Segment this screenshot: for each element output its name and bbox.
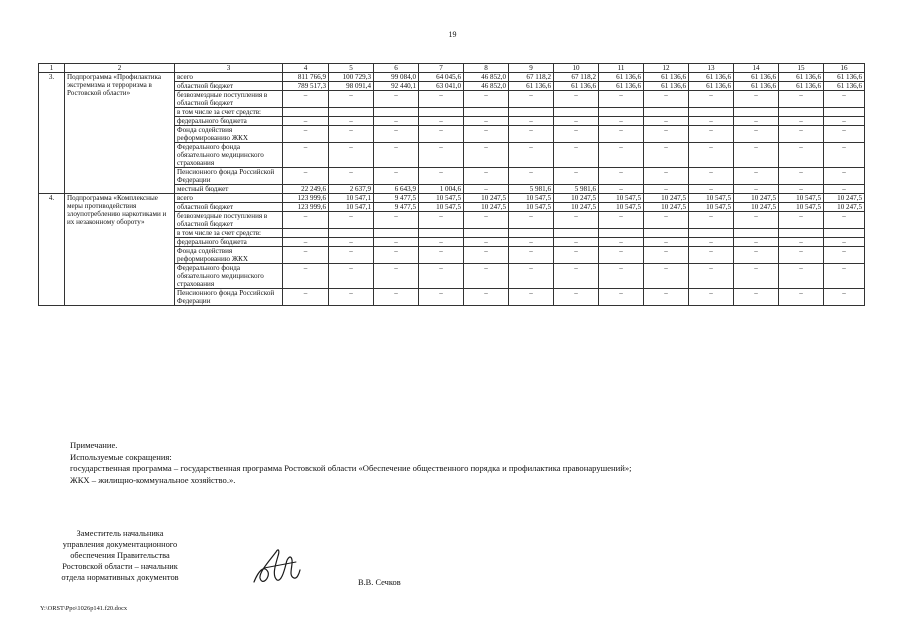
value-cell: – xyxy=(374,126,419,143)
value-cell: – xyxy=(644,91,689,108)
column-number-cell: 14 xyxy=(734,64,779,73)
value-cell: – xyxy=(734,212,779,229)
value-cell: – xyxy=(464,238,509,247)
value-cell: – xyxy=(644,185,689,194)
value-cell: – xyxy=(419,212,464,229)
value-cell: – xyxy=(374,289,419,306)
value-cell: – xyxy=(554,289,599,306)
value-cell: 10 547,5 xyxy=(599,194,644,203)
value-cell: – xyxy=(419,91,464,108)
signer-title-line: отдела нормативных документов xyxy=(61,573,179,582)
value-cell: 10 547,5 xyxy=(419,194,464,203)
value-cell: 61 136,6 xyxy=(734,82,779,91)
value-cell: – xyxy=(644,289,689,306)
value-cell: 10 547,5 xyxy=(779,203,824,212)
value-cell xyxy=(283,108,329,117)
value-cell: 67 118,2 xyxy=(554,73,599,82)
value-cell: – xyxy=(689,117,734,126)
value-cell: – xyxy=(734,126,779,143)
value-cell: 10 247,5 xyxy=(824,194,865,203)
value-cell: – xyxy=(734,264,779,289)
value-cell: – xyxy=(599,238,644,247)
value-cell: 61 136,6 xyxy=(644,73,689,82)
value-cell: – xyxy=(554,168,599,185)
value-cell: 10 247,5 xyxy=(554,203,599,212)
value-cell: – xyxy=(329,212,374,229)
handwritten-signature xyxy=(250,542,302,590)
value-cell: 5 981,6 xyxy=(554,185,599,194)
value-cell: – xyxy=(374,117,419,126)
value-cell: 123 999,6 xyxy=(283,203,329,212)
value-cell: – xyxy=(824,264,865,289)
signer-title-line: управления документационного xyxy=(62,540,178,549)
value-cell: 61 136,6 xyxy=(779,73,824,82)
value-cell: 61 136,6 xyxy=(824,73,865,82)
value-cell: – xyxy=(824,143,865,168)
value-cell: – xyxy=(554,264,599,289)
value-cell: 789 517,3 xyxy=(283,82,329,91)
value-cell: – xyxy=(283,289,329,306)
value-cell: – xyxy=(419,168,464,185)
funding-source-cell: в том числе за счет средств: xyxy=(175,108,283,117)
value-cell: 10 547,5 xyxy=(689,194,734,203)
value-cell: 10 547,5 xyxy=(779,194,824,203)
value-cell: – xyxy=(599,91,644,108)
value-cell: – xyxy=(779,168,824,185)
value-cell: – xyxy=(824,168,865,185)
value-cell: – xyxy=(599,212,644,229)
value-cell: – xyxy=(689,247,734,264)
value-cell: – xyxy=(329,91,374,108)
value-cell: – xyxy=(283,238,329,247)
signer-name: В.В. Сечков xyxy=(358,578,401,587)
value-cell: – xyxy=(419,117,464,126)
value-cell: – xyxy=(419,126,464,143)
value-cell: – xyxy=(599,264,644,289)
value-cell xyxy=(283,229,329,238)
value-cell: 10 547,1 xyxy=(329,194,374,203)
value-cell: – xyxy=(644,264,689,289)
value-cell xyxy=(509,108,554,117)
funding-source-cell: федерального бюджета xyxy=(175,117,283,126)
value-cell: 811 766,9 xyxy=(283,73,329,82)
column-number-cell: 12 xyxy=(644,64,689,73)
signer-title xyxy=(40,528,200,583)
value-cell: – xyxy=(329,247,374,264)
value-cell: – xyxy=(734,117,779,126)
value-cell: 10 247,5 xyxy=(644,203,689,212)
header-row xyxy=(39,64,865,73)
value-cell: – xyxy=(644,117,689,126)
value-cell: 61 136,6 xyxy=(644,82,689,91)
value-cell: 61 136,6 xyxy=(689,82,734,91)
value-cell: 10 547,5 xyxy=(689,203,734,212)
value-cell: – xyxy=(824,247,865,264)
value-cell: – xyxy=(329,238,374,247)
column-number-cell: 9 xyxy=(509,64,554,73)
value-cell: – xyxy=(689,143,734,168)
program-name-cell: Подпрограмма «Комплексные меры противодействия злоупотреблению наркотиками и их незаконному обороту» xyxy=(65,194,175,306)
value-cell: 10 247,5 xyxy=(464,203,509,212)
value-cell: – xyxy=(824,212,865,229)
value-cell: 61 136,6 xyxy=(779,82,824,91)
value-cell: 5 981,6 xyxy=(509,185,554,194)
value-cell: – xyxy=(689,168,734,185)
column-number-cell: 2 xyxy=(65,64,175,73)
value-cell: – xyxy=(734,238,779,247)
value-cell xyxy=(464,229,509,238)
value-cell xyxy=(644,229,689,238)
value-cell: – xyxy=(689,238,734,247)
notes-subheading: Используемые сокращения: xyxy=(70,451,172,462)
value-cell xyxy=(599,229,644,238)
funding-source-cell: Пенсионного фонда Российской Федерации xyxy=(175,168,283,185)
notes-block xyxy=(70,440,632,486)
value-cell: – xyxy=(374,168,419,185)
value-cell xyxy=(644,108,689,117)
notes-line-1: государственная программа – государственная программа Ростовской области «Обеспечение общественного порядка и профилактика правонарушений»; xyxy=(70,463,632,473)
value-cell: – xyxy=(509,168,554,185)
value-cell: – xyxy=(644,212,689,229)
funding-source-cell: Федерального фонда обязательного медицинского страхования xyxy=(175,264,283,289)
value-cell: – xyxy=(554,238,599,247)
column-number-cell: 11 xyxy=(599,64,644,73)
value-cell: 10 247,5 xyxy=(734,194,779,203)
value-cell: 61 136,6 xyxy=(824,82,865,91)
value-cell: – xyxy=(329,168,374,185)
value-cell: – xyxy=(734,143,779,168)
value-cell: 9 477,5 xyxy=(374,203,419,212)
value-cell xyxy=(374,229,419,238)
value-cell: – xyxy=(689,212,734,229)
value-cell: – xyxy=(599,185,644,194)
value-cell: 10 247,5 xyxy=(464,194,509,203)
value-cell xyxy=(329,229,374,238)
value-cell: – xyxy=(464,143,509,168)
value-cell: – xyxy=(374,143,419,168)
value-cell: 99 084,0 xyxy=(374,73,419,82)
funding-source-cell: Фонда содействия реформированию ЖКХ xyxy=(175,126,283,143)
budget-table xyxy=(38,63,865,306)
value-cell: – xyxy=(779,126,824,143)
value-cell: 10 247,5 xyxy=(824,203,865,212)
value-cell xyxy=(464,108,509,117)
value-cell: – xyxy=(644,247,689,264)
column-number-cell: 3 xyxy=(175,64,283,73)
funding-source-cell: всего xyxy=(175,194,283,203)
table-row xyxy=(39,194,865,203)
value-cell: – xyxy=(689,289,734,306)
value-cell: – xyxy=(283,143,329,168)
value-cell: – xyxy=(779,238,824,247)
value-cell xyxy=(419,108,464,117)
column-number-cell: 16 xyxy=(824,64,865,73)
value-cell: – xyxy=(509,212,554,229)
value-cell: – xyxy=(509,117,554,126)
value-cell: 10 247,5 xyxy=(644,194,689,203)
value-cell: – xyxy=(779,91,824,108)
value-cell: – xyxy=(464,126,509,143)
value-cell: 10 547,5 xyxy=(509,194,554,203)
value-cell: – xyxy=(734,185,779,194)
value-cell: 10 547,1 xyxy=(329,203,374,212)
value-cell xyxy=(554,108,599,117)
column-number-cell: 4 xyxy=(283,64,329,73)
funding-source-cell: безвозмездные поступления в областной бюджет xyxy=(175,212,283,229)
signer-title-line: обеспечения Правительства xyxy=(70,551,170,560)
value-cell: – xyxy=(329,126,374,143)
value-cell: 10 547,5 xyxy=(599,203,644,212)
value-cell: – xyxy=(283,91,329,108)
value-cell: 2 637,9 xyxy=(329,185,374,194)
value-cell: – xyxy=(283,117,329,126)
value-cell: – xyxy=(329,289,374,306)
value-cell: – xyxy=(599,289,644,306)
funding-source-cell: областной бюджет xyxy=(175,203,283,212)
file-path: Y:\ORST\Ppo\1026p141.f20.docx xyxy=(40,605,128,612)
funding-source-cell: Пенсионного фонда Российской Федерации xyxy=(175,289,283,306)
value-cell: – xyxy=(329,264,374,289)
value-cell: – xyxy=(374,247,419,264)
value-cell xyxy=(824,229,865,238)
value-cell: – xyxy=(283,126,329,143)
funding-source-cell: в том числе за счет средств: xyxy=(175,229,283,238)
value-cell: 123 999,6 xyxy=(283,194,329,203)
value-cell: – xyxy=(374,264,419,289)
value-cell: – xyxy=(734,289,779,306)
value-cell xyxy=(509,229,554,238)
value-cell: 10 247,5 xyxy=(734,203,779,212)
value-cell: – xyxy=(509,264,554,289)
page-number: 19 xyxy=(448,30,457,39)
value-cell xyxy=(599,108,644,117)
value-cell: – xyxy=(419,289,464,306)
funding-source-cell: областной бюджет xyxy=(175,82,283,91)
column-number-cell: 8 xyxy=(464,64,509,73)
value-cell: – xyxy=(283,212,329,229)
value-cell xyxy=(734,229,779,238)
value-cell: 61 136,6 xyxy=(689,73,734,82)
value-cell: 61 136,6 xyxy=(509,82,554,91)
value-cell: – xyxy=(824,238,865,247)
value-cell: – xyxy=(644,238,689,247)
notes-heading: Примечание. xyxy=(70,440,118,450)
value-cell: – xyxy=(283,168,329,185)
value-cell: 63 041,0 xyxy=(419,82,464,91)
value-cell: – xyxy=(554,143,599,168)
value-cell: 64 045,6 xyxy=(419,73,464,82)
value-cell: 61 136,6 xyxy=(554,82,599,91)
funding-source-cell: безвозмездные поступления в областной бюджет xyxy=(175,91,283,108)
value-cell: – xyxy=(329,143,374,168)
column-number-cell: 10 xyxy=(554,64,599,73)
value-cell: – xyxy=(374,238,419,247)
value-cell: – xyxy=(419,143,464,168)
section-number-cell: 3. xyxy=(39,73,65,194)
value-cell: – xyxy=(464,168,509,185)
value-cell: 61 136,6 xyxy=(734,73,779,82)
value-cell: – xyxy=(554,91,599,108)
signer-title-line: Ростовской области – начальник xyxy=(62,562,178,571)
column-number-cell: 6 xyxy=(374,64,419,73)
value-cell: – xyxy=(779,247,824,264)
table-row xyxy=(39,73,865,82)
value-cell: – xyxy=(734,247,779,264)
value-cell: 10 547,5 xyxy=(419,203,464,212)
value-cell: 46 852,0 xyxy=(464,82,509,91)
value-cell: – xyxy=(464,91,509,108)
value-cell: – xyxy=(374,212,419,229)
value-cell: – xyxy=(509,289,554,306)
value-cell: – xyxy=(464,289,509,306)
funding-source-cell: местный бюджет xyxy=(175,185,283,194)
value-cell: – xyxy=(554,117,599,126)
value-cell: – xyxy=(689,126,734,143)
funding-source-cell: Федерального фонда обязательного медицинского страхования xyxy=(175,143,283,168)
value-cell: 98 091,4 xyxy=(329,82,374,91)
value-cell: – xyxy=(824,126,865,143)
program-name-cell: Подпрограмма «Профилактика экстремизма и терроризма в Ростовской области» xyxy=(65,73,175,194)
column-number-cell: 1 xyxy=(39,64,65,73)
value-cell: 61 136,6 xyxy=(599,73,644,82)
value-cell: – xyxy=(824,185,865,194)
value-cell: – xyxy=(329,117,374,126)
value-cell: – xyxy=(824,91,865,108)
value-cell: – xyxy=(419,238,464,247)
value-cell: – xyxy=(464,117,509,126)
value-cell: 6 643,9 xyxy=(374,185,419,194)
signer-title-line: Заместитель начальника xyxy=(76,529,164,538)
value-cell: – xyxy=(509,91,554,108)
value-cell: – xyxy=(644,143,689,168)
budget-table-body xyxy=(39,64,865,306)
value-cell: – xyxy=(644,126,689,143)
column-number-cell: 15 xyxy=(779,64,824,73)
value-cell: 46 852,0 xyxy=(464,73,509,82)
value-cell: – xyxy=(779,289,824,306)
section-number-cell: 4. xyxy=(39,194,65,306)
value-cell: – xyxy=(554,126,599,143)
funding-source-cell: Фонда содействия реформированию ЖКХ xyxy=(175,247,283,264)
value-cell: – xyxy=(689,91,734,108)
value-cell: 61 136,6 xyxy=(599,82,644,91)
value-cell: – xyxy=(554,247,599,264)
value-cell xyxy=(824,108,865,117)
value-cell: – xyxy=(464,247,509,264)
value-cell: – xyxy=(734,91,779,108)
value-cell: – xyxy=(419,264,464,289)
value-cell xyxy=(689,108,734,117)
value-cell: – xyxy=(779,264,824,289)
value-cell: – xyxy=(734,168,779,185)
value-cell: – xyxy=(779,185,824,194)
funding-source-cell: федерального бюджета xyxy=(175,238,283,247)
value-cell: – xyxy=(283,247,329,264)
value-cell: – xyxy=(599,168,644,185)
value-cell: – xyxy=(599,247,644,264)
value-cell: – xyxy=(464,212,509,229)
value-cell: – xyxy=(779,117,824,126)
value-cell: – xyxy=(554,212,599,229)
value-cell: – xyxy=(464,185,509,194)
value-cell: – xyxy=(509,247,554,264)
value-cell xyxy=(374,108,419,117)
value-cell: 10 247,5 xyxy=(554,194,599,203)
value-cell: – xyxy=(779,143,824,168)
value-cell: – xyxy=(599,126,644,143)
value-cell: – xyxy=(689,264,734,289)
value-cell: – xyxy=(824,289,865,306)
value-cell xyxy=(734,108,779,117)
column-number-cell: 13 xyxy=(689,64,734,73)
column-number-cell: 7 xyxy=(419,64,464,73)
funding-source-cell: всего xyxy=(175,73,283,82)
value-cell: – xyxy=(283,264,329,289)
value-cell xyxy=(779,108,824,117)
value-cell xyxy=(689,229,734,238)
value-cell: – xyxy=(599,117,644,126)
value-cell xyxy=(779,229,824,238)
value-cell: – xyxy=(644,168,689,185)
notes-line-2: ЖКХ – жилищно-коммунальное хозяйство.». xyxy=(70,474,236,485)
value-cell: 9 477,5 xyxy=(374,194,419,203)
value-cell: – xyxy=(779,212,824,229)
value-cell: 100 729,3 xyxy=(329,73,374,82)
value-cell xyxy=(419,229,464,238)
value-cell xyxy=(554,229,599,238)
value-cell: 67 118,2 xyxy=(509,73,554,82)
value-cell: 92 440,1 xyxy=(374,82,419,91)
column-number-cell: 5 xyxy=(329,64,374,73)
value-cell xyxy=(329,108,374,117)
value-cell: – xyxy=(509,238,554,247)
value-cell: – xyxy=(824,117,865,126)
value-cell: – xyxy=(419,247,464,264)
value-cell: 22 249,6 xyxy=(283,185,329,194)
value-cell: – xyxy=(374,91,419,108)
value-cell: – xyxy=(509,126,554,143)
value-cell: 1 004,6 xyxy=(419,185,464,194)
value-cell: – xyxy=(689,185,734,194)
value-cell: – xyxy=(509,143,554,168)
value-cell: – xyxy=(599,143,644,168)
value-cell: – xyxy=(464,264,509,289)
value-cell: 10 547,5 xyxy=(509,203,554,212)
